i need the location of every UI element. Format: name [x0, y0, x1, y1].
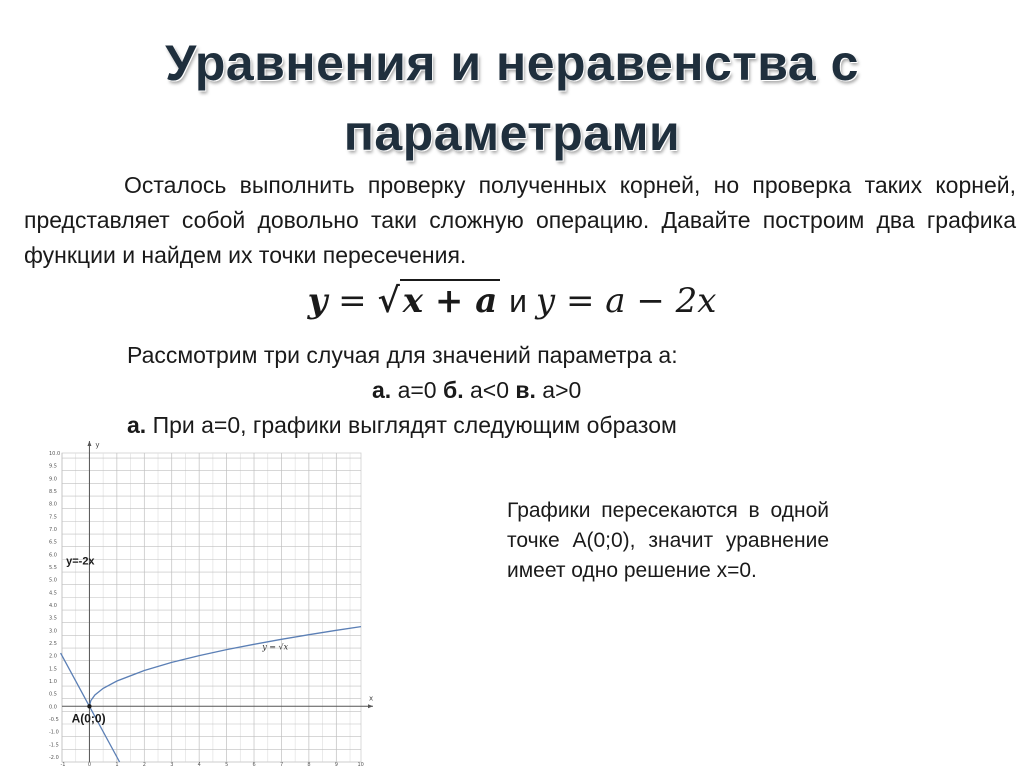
- case-b-text: а<0: [463, 377, 516, 403]
- sqrt-sign-icon: √: [377, 281, 400, 321]
- y-axis-label: y: [95, 441, 100, 449]
- point-label: A(0;0): [71, 711, 106, 726]
- plot-area: [62, 453, 361, 762]
- x-tick-label: -1: [60, 762, 66, 767]
- formula-eq1: =: [327, 281, 378, 321]
- y-tick-label: 0.5: [49, 691, 57, 698]
- y-tick-label: 10.0: [49, 451, 61, 457]
- curve-label-sqrt-x: y = √x: [262, 642, 289, 652]
- x-tick-label: 7: [279, 762, 284, 767]
- y-tick-label: 0.0: [49, 704, 57, 711]
- y-tick-label: 8.5: [49, 488, 57, 495]
- y-tick-label: 6.5: [49, 539, 57, 546]
- x-axis-label: x: [369, 694, 374, 703]
- case-c-text: а>0: [535, 377, 582, 403]
- conclusion-text: Графики пересекаются в одной точке А(0;0), значит уравнение имеет одно решение х=0.: [507, 499, 829, 582]
- slide-title-line1: Уравнения и неравенства с: [165, 35, 859, 91]
- formula-rhs: = a − 2x: [555, 281, 717, 321]
- y-tick-label: 3.0: [49, 628, 57, 635]
- x-axis-arrow-icon: [368, 704, 373, 708]
- x-tick-label: 8: [307, 762, 311, 767]
- cases-intro: Рассмотрим три случая для значений параметра а:: [127, 342, 678, 368]
- x-tick-label: 0: [87, 762, 92, 767]
- y-tick-label: 9.5: [49, 463, 57, 470]
- x-tick-label: 9: [334, 762, 338, 767]
- y-tick-label: 4.0: [49, 602, 57, 609]
- case-a-heading-label: а.: [127, 412, 147, 438]
- x-tick-label: 6: [252, 762, 256, 767]
- y-tick-label: 3.5: [49, 615, 57, 622]
- x-tick-label: 2: [142, 762, 146, 767]
- x-tick-label: 3: [170, 762, 174, 767]
- y-tick-label: 6.0: [49, 552, 57, 559]
- y-tick-label: 2.0: [49, 653, 57, 660]
- y-axis-arrow-icon: [87, 441, 91, 446]
- y-tick-label: 9.0: [49, 476, 57, 483]
- y-tick-label: 7.5: [49, 514, 57, 521]
- y-tick-label: 1.0: [49, 678, 57, 685]
- formula-conj: и: [500, 283, 536, 319]
- case-a-text: а=0: [391, 377, 443, 403]
- y-tick-label: 1.5: [49, 666, 57, 673]
- case-b-label: б.: [442, 377, 464, 403]
- slide-title-line2: параметрами: [343, 105, 681, 161]
- x-tick-label: 10: [357, 762, 364, 767]
- case-a-heading-text: При а=0, графики выглядят следующим образом: [146, 412, 677, 438]
- y-tick-label: 2.5: [49, 640, 57, 647]
- formula-radicand: x + a: [400, 279, 500, 321]
- y-tick-label: -1.0: [49, 729, 59, 736]
- y-tick-label: -0.5: [49, 716, 59, 723]
- y-tick-label: 8.0: [49, 501, 57, 508]
- x-tick-label: 4: [197, 762, 201, 767]
- y-tick-label: -1.5: [49, 742, 59, 749]
- intro-text: Осталось выполнить проверку полученных корней, но проверка таких корней, представляет собой довольно таки сложную операцию. Давайте построим два графика функции и найдем их точки пересечения.: [24, 172, 1016, 268]
- case-c-label: в.: [515, 377, 536, 403]
- intersection-point: [87, 704, 91, 708]
- formula-y1: y: [307, 281, 328, 321]
- x-tick-label: 5: [225, 762, 229, 767]
- y-tick-label: 5.5: [49, 564, 57, 571]
- formula-y2: y: [535, 281, 556, 321]
- y-tick-label: -2.0: [49, 754, 59, 761]
- line-label-minus-2x: y=-2x: [66, 555, 95, 568]
- y-tick-label: 5.0: [49, 577, 57, 584]
- case-a-label: а.: [372, 377, 392, 403]
- y-tick-label: 7.0: [49, 526, 57, 533]
- x-tick-label: 1: [115, 762, 119, 767]
- y-tick-label: 4.5: [49, 590, 57, 597]
